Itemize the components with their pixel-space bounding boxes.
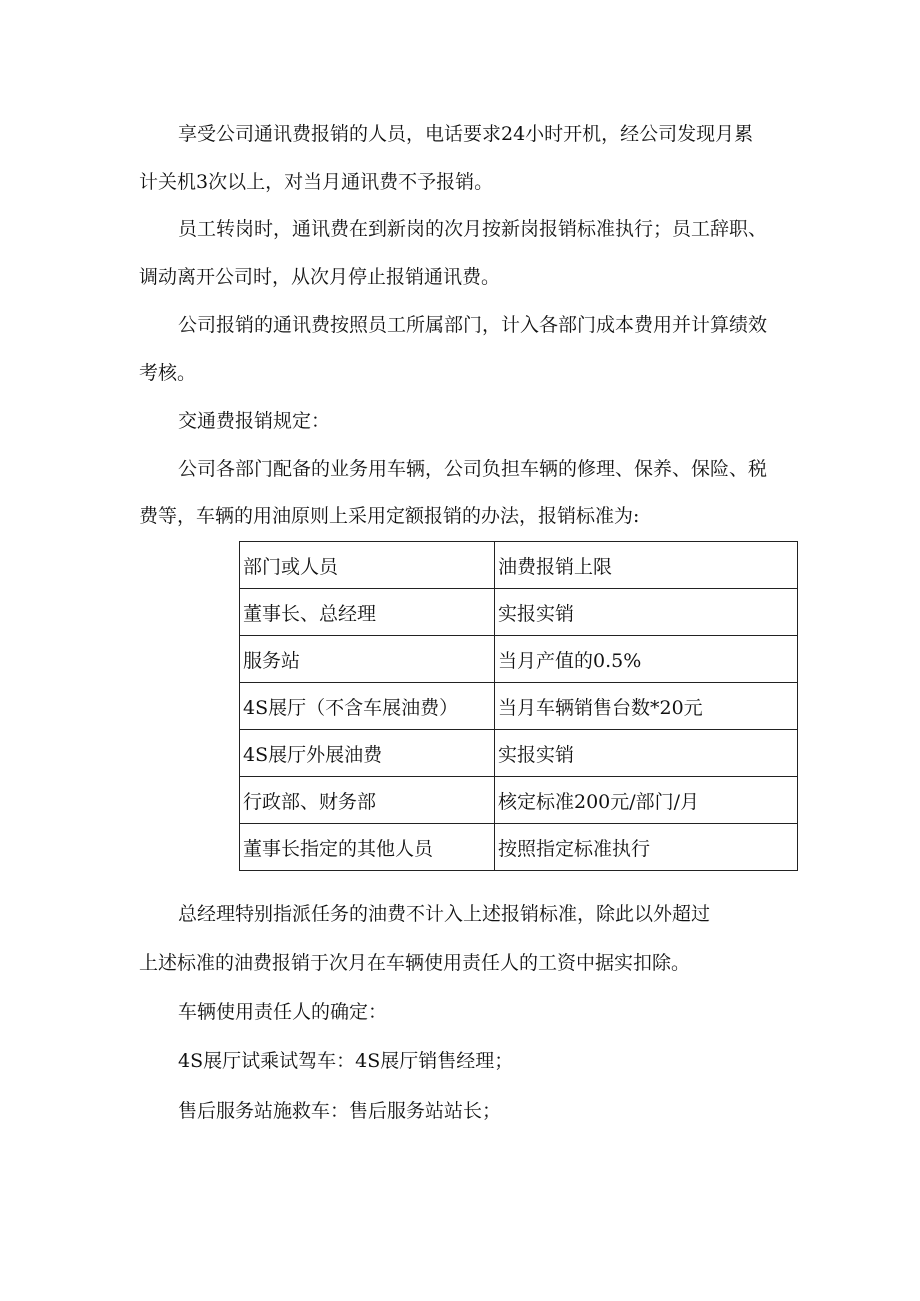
table-row [240, 636, 798, 683]
table-cell-department: 4S展厅外展油费 [240, 730, 495, 777]
fuel-reimbursement-table [239, 541, 798, 871]
paragraph-phone-line-1: 享受公司通讯费报销的人员，电话要求24小时开机，经公司发现月累 [178, 123, 754, 145]
table-cell-department: 董事长指定的其他人员 [240, 824, 495, 871]
paragraph-rescue-vehicle: 售后服务站施救车：售后服务站站长； [178, 1100, 502, 1122]
table-row [240, 683, 798, 730]
paragraph-special-fuel-line-2: 上述标准的油费报销于次月在车辆使用责任人的工资中据实扣除。 [139, 952, 691, 974]
table-cell-limit: 当月车辆销售台数*20元 [495, 683, 798, 730]
table-cell-department: 行政部、财务部 [240, 777, 495, 824]
table-row [240, 542, 798, 589]
paragraph-phone-line-2: 计关机3次以上，对当月通讯费不予报销。 [139, 171, 494, 193]
paragraph-transfer-line-2: 调动离开公司时，从次月停止报销通讯费。 [139, 266, 501, 288]
paragraph-vehicles-line-1: 公司各部门配备的业务用车辆，公司负担车辆的修理、保养、保险、税 [178, 458, 768, 480]
section-heading-vehicle-responsibility: 车辆使用责任人的确定： [178, 1001, 388, 1023]
table-row [240, 824, 798, 871]
table-cell-department: 服务站 [240, 636, 495, 683]
paragraph-test-drive-car: 4S展厅试乘试驾车：4S展厅销售经理； [178, 1050, 514, 1072]
paragraph-special-fuel-line-1: 总经理特别指派任务的油费不计入上述报销标准，除此以外超过 [178, 903, 711, 925]
paragraph-vehicles-line-2: 费等，车辆的用油原则上采用定额报销的办法，报销标准为: [139, 505, 640, 527]
table-cell-limit: 实报实销 [495, 589, 798, 636]
paragraph-department-line-2: 考核。 [139, 362, 197, 384]
table-row [240, 730, 798, 777]
paragraph-department-line-1: 公司报销的通讯费按照员工所属部门，计入各部门成本费用并计算绩效 [178, 314, 768, 336]
table-cell-limit: 实报实销 [495, 730, 798, 777]
table-header-cell-department: 部门或人员 [240, 542, 495, 589]
table-row [240, 589, 798, 636]
section-heading-transport: 交通费报销规定： [178, 410, 331, 432]
table-row [240, 777, 798, 824]
table-cell-limit: 当月产值的0.5% [495, 636, 798, 683]
table-cell-department: 董事长、总经理 [240, 589, 495, 636]
table-cell-limit: 核定标准200元/部门/月 [495, 777, 798, 824]
paragraph-transfer-line-1: 员工转岗时，通讯费在到新岗的次月按新岗报销标准执行；员工辞职、 [178, 218, 768, 240]
table-cell-department: 4S展厅（不含车展油费） [240, 683, 495, 730]
table-cell-limit: 按照指定标准执行 [495, 824, 798, 871]
table-header-cell-limit: 油费报销上限 [495, 542, 798, 589]
